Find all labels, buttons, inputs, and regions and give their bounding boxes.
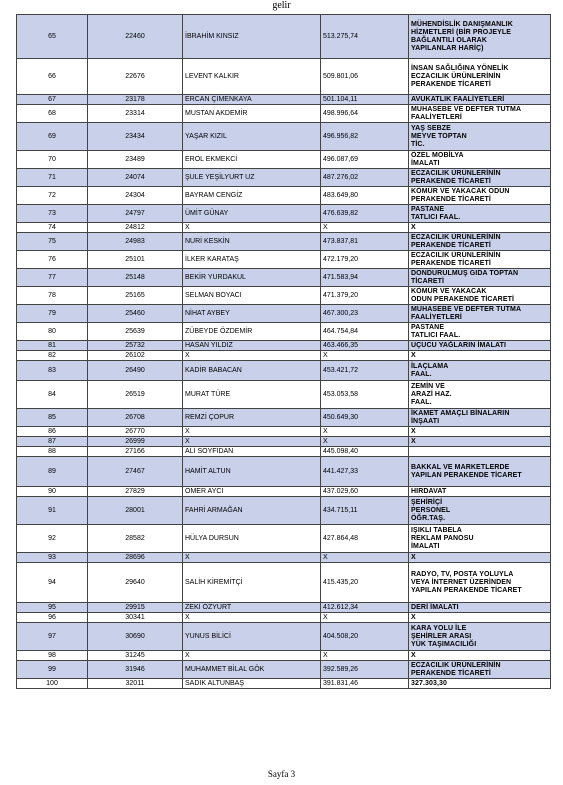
table-row: [17, 187, 551, 205]
activity-line: 327.303,30: [411, 679, 448, 687]
taxpayer-name: BEKİR YURDAKUL: [183, 269, 321, 287]
row-number: 75: [17, 233, 88, 251]
table-row: [17, 223, 551, 233]
income-amount: X: [321, 427, 409, 437]
taxpayer-name: İLKER KARATAŞ: [183, 251, 321, 269]
taxpayer-name: KADİR BABACAN: [183, 361, 321, 381]
activity-line: REKLAM PANOSU: [411, 534, 474, 542]
activity-cell: [409, 187, 551, 205]
row-number: 92: [17, 525, 88, 553]
row-number: 69: [17, 123, 88, 151]
row-number: 80: [17, 323, 88, 341]
taxpayer-code: 24983: [88, 233, 183, 251]
activity-line: BAĞLANTILI OLARAK: [411, 36, 487, 44]
activity-line: X: [411, 437, 416, 445]
activity-line: FAAL.: [411, 370, 432, 378]
row-number: 74: [17, 223, 88, 233]
row-number: 89: [17, 457, 88, 487]
row-number: 65: [17, 15, 88, 59]
activity-cell: [409, 427, 551, 437]
taxpayer-name: REMZİ ÇOPUR: [183, 409, 321, 427]
income-amount: X: [321, 613, 409, 623]
table-row: [17, 623, 551, 651]
taxpayer-code: 27166: [88, 447, 183, 457]
taxpayer-name: X: [183, 437, 321, 447]
page-footer: Sayfa 3: [267, 769, 296, 779]
taxpayer-code: 23434: [88, 123, 183, 151]
income-amount: 472.179,20: [321, 251, 409, 269]
activity-cell: [409, 233, 551, 251]
activity-line: ECZACILIK ÜRÜNLERİNİN: [411, 169, 501, 177]
table-row: [17, 497, 551, 525]
income-amount: 513.275,74: [321, 15, 409, 59]
table-row: [17, 553, 551, 563]
activity-line: PERAKENDE TİCARETİ: [411, 80, 491, 88]
activity-cell: [409, 679, 551, 689]
activity-cell: [409, 15, 551, 59]
taxpayer-code: 26770: [88, 427, 183, 437]
income-amount: X: [321, 553, 409, 563]
income-amount: 392.589,26: [321, 661, 409, 679]
income-amount: 415.435,20: [321, 563, 409, 603]
activity-cell: [409, 497, 551, 525]
activity-line: UÇUCU YAĞLARIN İMALATI: [411, 341, 507, 349]
activity-line: X: [411, 223, 416, 231]
activity-cell: [409, 661, 551, 679]
row-number: 87: [17, 437, 88, 447]
activity-line: FAAL.: [411, 398, 432, 406]
activity-line: X: [411, 553, 416, 561]
table-row: [17, 409, 551, 427]
income-amount: 445.098,40: [321, 447, 409, 457]
activity-cell: [409, 287, 551, 305]
table-row: [17, 381, 551, 409]
taxpayer-name: ÜMİT GÜNAY: [183, 205, 321, 223]
activity-line: ECZACILIK ÜRÜNLERİNİN: [411, 251, 501, 259]
taxpayer-code: 22460: [88, 15, 183, 59]
taxpayer-code: 28582: [88, 525, 183, 553]
activity-cell: [409, 409, 551, 427]
activity-line: X: [411, 613, 416, 621]
row-number: 96: [17, 613, 88, 623]
table-row: [17, 487, 551, 497]
activity-line: İMALATI: [411, 159, 440, 167]
activity-line: MÜHENDİSLİK DANIŞMANLIK: [411, 20, 513, 28]
income-amount: 483.649,80: [321, 187, 409, 205]
table-row: [17, 151, 551, 169]
activity-line: PERAKENDE TİCARETİ: [411, 241, 491, 249]
activity-cell: [409, 487, 551, 497]
row-number: 72: [17, 187, 88, 205]
activity-line: PERAKENDE TİCARETİ: [411, 669, 491, 677]
taxpayer-name: İBRAHİM KINSIZ: [183, 15, 321, 59]
activity-cell: [409, 305, 551, 323]
taxpayer-code: 30341: [88, 613, 183, 623]
activity-line: MUHASEBE VE DEFTER TUTMA: [411, 105, 522, 113]
taxpayer-name: X: [183, 427, 321, 437]
activity-line: PASTANE: [411, 205, 445, 213]
income-amount: 391.831,46: [321, 679, 409, 689]
taxpayer-code: 28001: [88, 497, 183, 525]
activity-cell: [409, 613, 551, 623]
taxpayer-name: SALİH KİREMİTÇİ: [183, 563, 321, 603]
income-amount: 476.639,82: [321, 205, 409, 223]
row-number: 82: [17, 351, 88, 361]
taxpayer-name: EROL EKMEKCİ: [183, 151, 321, 169]
activity-line: BAKKAL VE MARKETLERDE: [411, 463, 510, 471]
activity-line: ÖĞR.TAŞ.: [411, 514, 446, 522]
taxpayer-table: [16, 14, 551, 689]
activity-cell: [409, 251, 551, 269]
taxpayer-name: FAHRİ ARMAĞAN: [183, 497, 321, 525]
activity-cell: [409, 457, 551, 487]
income-amount: 509.801,06: [321, 59, 409, 95]
table-row: [17, 613, 551, 623]
activity-cell: [409, 205, 551, 223]
activity-line: ECZACILIK ÜRÜNLERİNİN: [411, 233, 501, 241]
taxpayer-code: 29915: [88, 603, 183, 613]
taxpayer-name: ZÜBEYDE ÖZDEMİR: [183, 323, 321, 341]
table-row: [17, 169, 551, 187]
taxpayer-code: 26490: [88, 361, 183, 381]
table-row: [17, 251, 551, 269]
taxpayer-code: 25460: [88, 305, 183, 323]
taxpayer-code: 26708: [88, 409, 183, 427]
income-amount: 412.612,34: [321, 603, 409, 613]
taxpayer-name: HÜLYA DURSUN: [183, 525, 321, 553]
taxpayer-name: HASAN YILDIZ: [183, 341, 321, 351]
taxpayer-name: MUSTAN AKDEMİR: [183, 105, 321, 123]
activity-line: ŞEHİRİÇİ: [411, 498, 443, 506]
activity-line: KÖMÜR VE YAKACAK: [411, 287, 487, 295]
taxpayer-code: 23178: [88, 95, 183, 105]
taxpayer-name: ÖMER AYCI: [183, 487, 321, 497]
activity-cell: [409, 553, 551, 563]
taxpayer-name: X: [183, 553, 321, 563]
activity-line: TATLICI FAAL.: [411, 213, 461, 221]
income-amount: 464.754,84: [321, 323, 409, 341]
row-number: 98: [17, 651, 88, 661]
activity-line: İLAÇLAMA: [411, 362, 449, 370]
taxpayer-code: 25165: [88, 287, 183, 305]
income-amount: 463.466,35: [321, 341, 409, 351]
taxpayer-code: 26519: [88, 381, 183, 409]
activity-line: X: [411, 351, 416, 359]
activity-line: MEYVE TOPTAN: [411, 132, 467, 140]
income-amount: 498.996,64: [321, 105, 409, 123]
income-amount: 437.029,60: [321, 487, 409, 497]
taxpayer-name: MUHAMMET BİLAL GÖK: [183, 661, 321, 679]
row-number: 91: [17, 497, 88, 525]
activity-line: DONDURULMUŞ GIDA TOPTAN: [411, 269, 519, 277]
table-row: [17, 105, 551, 123]
taxpayer-name: X: [183, 223, 321, 233]
activity-cell: [409, 169, 551, 187]
taxpayer-name: X: [183, 613, 321, 623]
taxpayer-code: 32011: [88, 679, 183, 689]
activity-line: PERAKENDE TİCARETİ: [411, 195, 491, 203]
taxpayer-name: HAMİT ALTUN: [183, 457, 321, 487]
taxpayer-name: SELMAN BOYACI: [183, 287, 321, 305]
activity-line: AVUKATLIK FAALİYETLERİ: [411, 95, 505, 103]
table-row: [17, 15, 551, 59]
activity-line: TİC.: [411, 140, 425, 148]
activity-line: PASTANE: [411, 323, 445, 331]
activity-line: HİZMETLERİ (BİR PROJEYLE: [411, 28, 512, 36]
activity-line: ZEMİN VE: [411, 382, 445, 390]
row-number: 93: [17, 553, 88, 563]
taxpayer-code: 26102: [88, 351, 183, 361]
income-amount: 453.053,58: [321, 381, 409, 409]
income-amount: 487.276,02: [321, 169, 409, 187]
activity-cell: [409, 381, 551, 409]
table-row: [17, 679, 551, 689]
row-number: 99: [17, 661, 88, 679]
taxpayer-name: ŞULE YEŞİLYURT UZ: [183, 169, 321, 187]
activity-line: ARAZİ HAZ.: [411, 390, 452, 398]
activity-cell: [409, 341, 551, 351]
taxpayer-name: X: [183, 351, 321, 361]
income-amount: 404.508,20: [321, 623, 409, 651]
income-amount: X: [321, 651, 409, 661]
row-number: 70: [17, 151, 88, 169]
table-row: [17, 123, 551, 151]
activity-cell: [409, 59, 551, 95]
activity-line: ECZACILIK ÜRÜNLERİNİN: [411, 72, 501, 80]
taxpayer-code: 31245: [88, 651, 183, 661]
activity-line: KÖMÜR VE YAKACAK ODUN: [411, 187, 510, 195]
income-amount: X: [321, 437, 409, 447]
activity-line: TATLICI FAAL.: [411, 331, 461, 339]
activity-line: TİCARETİ: [411, 277, 445, 285]
row-number: 71: [17, 169, 88, 187]
activity-line: ŞEHİRLER ARASI: [411, 632, 472, 640]
income-amount: 471.583,94: [321, 269, 409, 287]
activity-line: PERAKENDE TİCARETİ: [411, 259, 491, 267]
table-row: [17, 651, 551, 661]
table-row: [17, 305, 551, 323]
row-number: 83: [17, 361, 88, 381]
row-number: 79: [17, 305, 88, 323]
taxpayer-name: YAŞAR KIZIL: [183, 123, 321, 151]
activity-cell: [409, 447, 551, 457]
activity-line: ODUN PERAKENDE TİCARETİ: [411, 295, 515, 303]
activity-cell: [409, 623, 551, 651]
taxpayer-code: 24797: [88, 205, 183, 223]
taxpayer-table-body: [17, 15, 551, 689]
activity-line: VEYA İNTERNET ÜZERİNDEN: [411, 578, 512, 586]
income-amount: 450.649,30: [321, 409, 409, 427]
row-number: 84: [17, 381, 88, 409]
row-number: 73: [17, 205, 88, 223]
row-number: 95: [17, 603, 88, 613]
taxpayer-name: YUNUS BİLİCİ: [183, 623, 321, 651]
activity-cell: [409, 105, 551, 123]
taxpayer-name: BAYRAM CENGİZ: [183, 187, 321, 205]
activity-cell: [409, 151, 551, 169]
table-row: [17, 437, 551, 447]
table-row: [17, 661, 551, 679]
activity-line: İMALATI: [411, 542, 440, 550]
taxpayer-code: 23314: [88, 105, 183, 123]
taxpayer-code: 22676: [88, 59, 183, 95]
row-number: 77: [17, 269, 88, 287]
taxpayer-code: 30690: [88, 623, 183, 651]
table-row: [17, 233, 551, 251]
taxpayer-code: 25101: [88, 251, 183, 269]
activity-line: X: [411, 651, 416, 659]
taxpayer-code: 26999: [88, 437, 183, 447]
income-amount: 496.087,69: [321, 151, 409, 169]
activity-line: İNŞAATI: [411, 417, 440, 425]
activity-line: HIRDAVAT: [411, 487, 447, 495]
table-row: [17, 361, 551, 381]
row-number: 81: [17, 341, 88, 351]
taxpayer-name: NURİ KESKİN: [183, 233, 321, 251]
income-amount: 501.104,11: [321, 95, 409, 105]
activity-cell: [409, 437, 551, 447]
table-row: [17, 351, 551, 361]
income-amount: 471.379,20: [321, 287, 409, 305]
taxpayer-code: 31946: [88, 661, 183, 679]
table-row: [17, 59, 551, 95]
taxpayer-name: ERCAN ÇİMENKAYA: [183, 95, 321, 105]
taxpayer-code: 25732: [88, 341, 183, 351]
row-number: 66: [17, 59, 88, 95]
taxpayer-code: 23489: [88, 151, 183, 169]
table-row: [17, 95, 551, 105]
taxpayer-code: 27829: [88, 487, 183, 497]
activity-cell: [409, 123, 551, 151]
income-amount: 496.956,82: [321, 123, 409, 151]
activity-cell: [409, 95, 551, 105]
table-row: [17, 427, 551, 437]
income-amount: X: [321, 351, 409, 361]
activity-cell: [409, 223, 551, 233]
row-number: 90: [17, 487, 88, 497]
taxpayer-name: SADIK ALTUNBAŞ: [183, 679, 321, 689]
table-row: [17, 447, 551, 457]
activity-line: YÜK TAŞIMACILIĞI: [411, 640, 477, 648]
table-row: [17, 287, 551, 305]
row-number: 86: [17, 427, 88, 437]
row-number: 68: [17, 105, 88, 123]
activity-line: KARA YOLU İLE: [411, 624, 467, 632]
taxpayer-code: 24074: [88, 169, 183, 187]
income-amount: 467.300,23: [321, 305, 409, 323]
taxpayer-name: MURAT TÜRE: [183, 381, 321, 409]
taxpayer-code: 24812: [88, 223, 183, 233]
activity-cell: [409, 351, 551, 361]
activity-line: RADYO, TV, POSTA YOLUYLA: [411, 570, 514, 578]
activity-line: İNSAN SAĞLIĞINA YÖNELİK: [411, 64, 509, 72]
activity-line: PERAKENDE TİCARETİ: [411, 177, 491, 185]
taxpayer-name: ALİ SOYFİDAN: [183, 447, 321, 457]
table-row: [17, 341, 551, 351]
taxpayer-code: 27467: [88, 457, 183, 487]
row-number: 97: [17, 623, 88, 651]
income-amount: 441.427,33: [321, 457, 409, 487]
row-number: 85: [17, 409, 88, 427]
table-row: [17, 323, 551, 341]
activity-cell: [409, 361, 551, 381]
page-header: gelir: [272, 0, 291, 11]
taxpayer-code: 25639: [88, 323, 183, 341]
activity-line: ECZACILIK ÜRÜNLERİNİN: [411, 661, 501, 669]
activity-line: YAPILANLAR HARİÇ): [411, 44, 484, 52]
taxpayer-name: X: [183, 651, 321, 661]
row-number: 94: [17, 563, 88, 603]
activity-cell: [409, 269, 551, 287]
activity-line: X: [411, 427, 416, 435]
income-amount: 434.715,11: [321, 497, 409, 525]
activity-line: MUHASEBE VE DEFTER TUTMA: [411, 305, 522, 313]
activity-cell: [409, 323, 551, 341]
activity-line: FAALİYETLERİ: [411, 313, 462, 321]
table-row: [17, 269, 551, 287]
activity-line: ÖZEL MOBİLYA: [411, 151, 464, 159]
taxpayer-name: ZEKİ ÖZYURT: [183, 603, 321, 613]
activity-line: FAALİYETLERİ: [411, 113, 462, 121]
activity-line: YAŞ SEBZE: [411, 124, 451, 132]
taxpayer-code: 29640: [88, 563, 183, 603]
row-number: 100: [17, 679, 88, 689]
row-number: 78: [17, 287, 88, 305]
income-amount: X: [321, 223, 409, 233]
income-amount: 453.421,72: [321, 361, 409, 381]
taxpayer-name: LEVENT KALKIR: [183, 59, 321, 95]
table-row: [17, 525, 551, 553]
activity-cell: [409, 603, 551, 613]
activity-cell: [409, 651, 551, 661]
activity-cell: [409, 525, 551, 553]
row-number: 67: [17, 95, 88, 105]
table-row: [17, 603, 551, 613]
row-number: 88: [17, 447, 88, 457]
table-row: [17, 205, 551, 223]
activity-line: YAPILAN PERAKENDE TİCARET: [411, 471, 522, 479]
table-row: [17, 563, 551, 603]
taxpayer-code: 24304: [88, 187, 183, 205]
taxpayer-code: 25148: [88, 269, 183, 287]
taxpayer-name: NİHAT AYBEY: [183, 305, 321, 323]
taxpayer-code: 28696: [88, 553, 183, 563]
activity-line: İKAMET AMAÇLI BİNALARIN: [411, 409, 510, 417]
activity-line: DERİ İMALATI: [411, 603, 459, 611]
row-number: 76: [17, 251, 88, 269]
activity-line: IŞIKLI TABELA: [411, 526, 462, 534]
table-row: [17, 457, 551, 487]
income-amount: 427.864,48: [321, 525, 409, 553]
activity-cell: [409, 563, 551, 603]
activity-line: YAPILAN PERAKENDE TİCARET: [411, 586, 522, 594]
income-amount: 473.837,81: [321, 233, 409, 251]
activity-line: PERSONEL: [411, 506, 451, 514]
